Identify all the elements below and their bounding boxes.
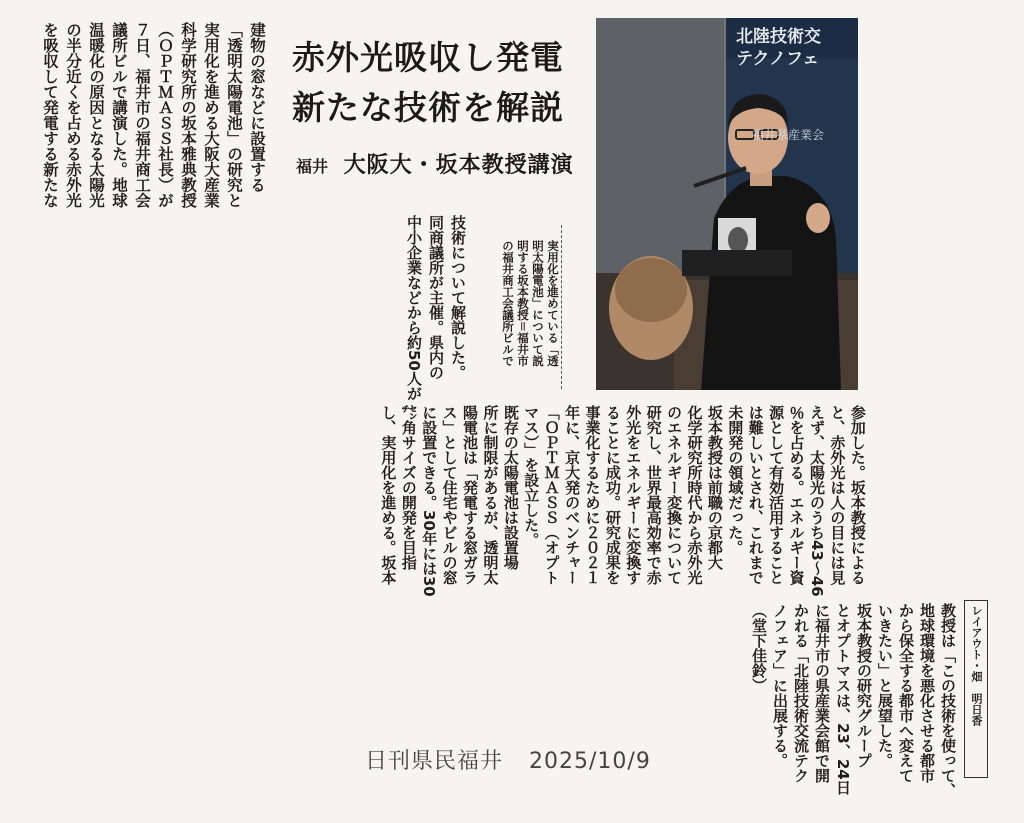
lead-paragraph xyxy=(38,22,268,208)
body-line: は難しいとされ、これまで xyxy=(746,405,765,585)
body-line: 所に制限があるが、透明太 xyxy=(481,405,500,585)
lead-line: 科学研究所の坂本雅典教授 xyxy=(179,22,197,208)
layout-credit-box xyxy=(964,600,988,778)
body-line: いきたい」と展望した。 xyxy=(876,603,894,768)
speaker-photo xyxy=(596,18,858,390)
body-line: とオプトマスは、23、24日 xyxy=(834,603,852,795)
headline-main: 赤外光吸収し発電 xyxy=(292,38,564,77)
caption-divider xyxy=(561,225,563,389)
body-line: 源として有効活用すること xyxy=(767,405,786,585)
event-banner-subtext: 福井県産業会 xyxy=(752,128,825,142)
lead-line: ７日、福井市の福井商工会 xyxy=(133,22,151,208)
layout-credit: レイアウト・畑 明日香 xyxy=(970,605,983,726)
photo-illustration xyxy=(596,18,858,390)
body-line: のエネルギー変換について xyxy=(665,405,684,585)
body-line: かれる「北陸技術交流テク xyxy=(792,603,810,783)
body-line: 坂本教授は前職の京都大 xyxy=(705,405,724,570)
lead-line: の半分近くを占める赤外光 xyxy=(64,22,82,208)
dateline-location: 福井 xyxy=(296,157,329,176)
headline-second: 新たな技術を解説 xyxy=(292,88,564,127)
body-line: 化学研究所時代から赤外光 xyxy=(685,405,704,585)
body-line: えず、太陽光のうち43～46 xyxy=(807,405,826,597)
body-right-block xyxy=(378,405,868,597)
body-line: 坂本教授の研究グループ xyxy=(855,603,873,768)
caption-line: 実用化を進めている「透 xyxy=(546,240,560,367)
lead-line: 議所ビルで講演した。地球 xyxy=(110,22,128,208)
body-line: 研究し、世界最高効率で赤 xyxy=(644,405,663,585)
body-line: 教授は「この技術を使って、 xyxy=(939,603,957,798)
body-line: 参加した。坂本教授による xyxy=(848,405,867,585)
body-line: 年に、京大発のベンチャー xyxy=(563,405,582,585)
body-line: ることに成功。研究成果を xyxy=(603,405,622,585)
body-line: 未開発の領域だった。 xyxy=(726,405,745,555)
body-line: ス」として住宅やビルの窓 xyxy=(440,405,459,585)
body-line: 地球環境を悪化させる都市 xyxy=(918,603,936,783)
publication-date: 2025/10/9 xyxy=(529,749,651,774)
newspaper-name: 日刊県民福井 xyxy=(365,749,504,774)
body-line: マス）」を設立した。 xyxy=(522,405,541,548)
body-line: に設置できる。30年には30 xyxy=(420,405,439,597)
photo-caption xyxy=(500,240,560,390)
body-line: 「ＯＰＴＭＡＳＳ（オプト xyxy=(542,405,561,585)
body-line: ノフェア」に出展する。 xyxy=(771,603,789,768)
body-line: 陽電池は「発電する窓ガラ xyxy=(461,405,480,585)
event-banner-text xyxy=(736,26,821,70)
lead-line: （ＯＰＴＭＡＳＳ社長）が xyxy=(156,22,174,208)
lead-line: 建物の窓などに設置する xyxy=(248,22,266,193)
lead-line: 「透明太陽電池」の研究と xyxy=(225,22,243,208)
body-line: 事業化するために２０２１ xyxy=(583,405,602,585)
lead-line: 実用化を進める大阪大産業 xyxy=(202,22,220,208)
body-line: ％を占める。エネルギー資 xyxy=(787,405,806,585)
banner-line: 北陸技術交 xyxy=(736,27,821,47)
body-middle-block xyxy=(403,215,469,401)
caption-line: 明する坂本教授＝福井市 xyxy=(516,240,530,367)
body-line: し、実用化を進める。坂本 xyxy=(379,405,398,585)
body-line: ㌢角サイズの開発を目指 xyxy=(399,405,418,570)
lead-line: 温暖化の原因となる太陽光 xyxy=(87,22,105,208)
body-line: に福井市の県産業会館で開 xyxy=(813,603,831,783)
body-line: 同商議所が主催。県内の xyxy=(427,215,445,380)
byline: （堂下佳鈴） xyxy=(750,603,768,693)
subheadline xyxy=(296,148,574,179)
body-line: 技術について解説した。 xyxy=(449,215,467,380)
body-line: 既存の太陽電池は設置場 xyxy=(501,405,520,570)
lead-line: を吸収して発電する新たな xyxy=(41,22,59,208)
body-bottom-block xyxy=(748,603,958,798)
source-footer xyxy=(365,744,651,775)
body-line: 中小企業などから約50人が xyxy=(405,215,423,401)
body-line: から保全する都市へ変えて xyxy=(897,603,915,783)
banner-line: テクノフェ xyxy=(736,49,820,69)
caption-line: 明太陽電池」について説 xyxy=(531,240,545,367)
body-line: と、赤外光は人の目には見 xyxy=(828,405,847,585)
subheadline-text: 大阪大・坂本教授講演 xyxy=(343,152,574,178)
body-line: 外光をエネルギーに変換す xyxy=(624,405,643,585)
caption-line: の福井商工会議所ビルで xyxy=(501,240,515,367)
